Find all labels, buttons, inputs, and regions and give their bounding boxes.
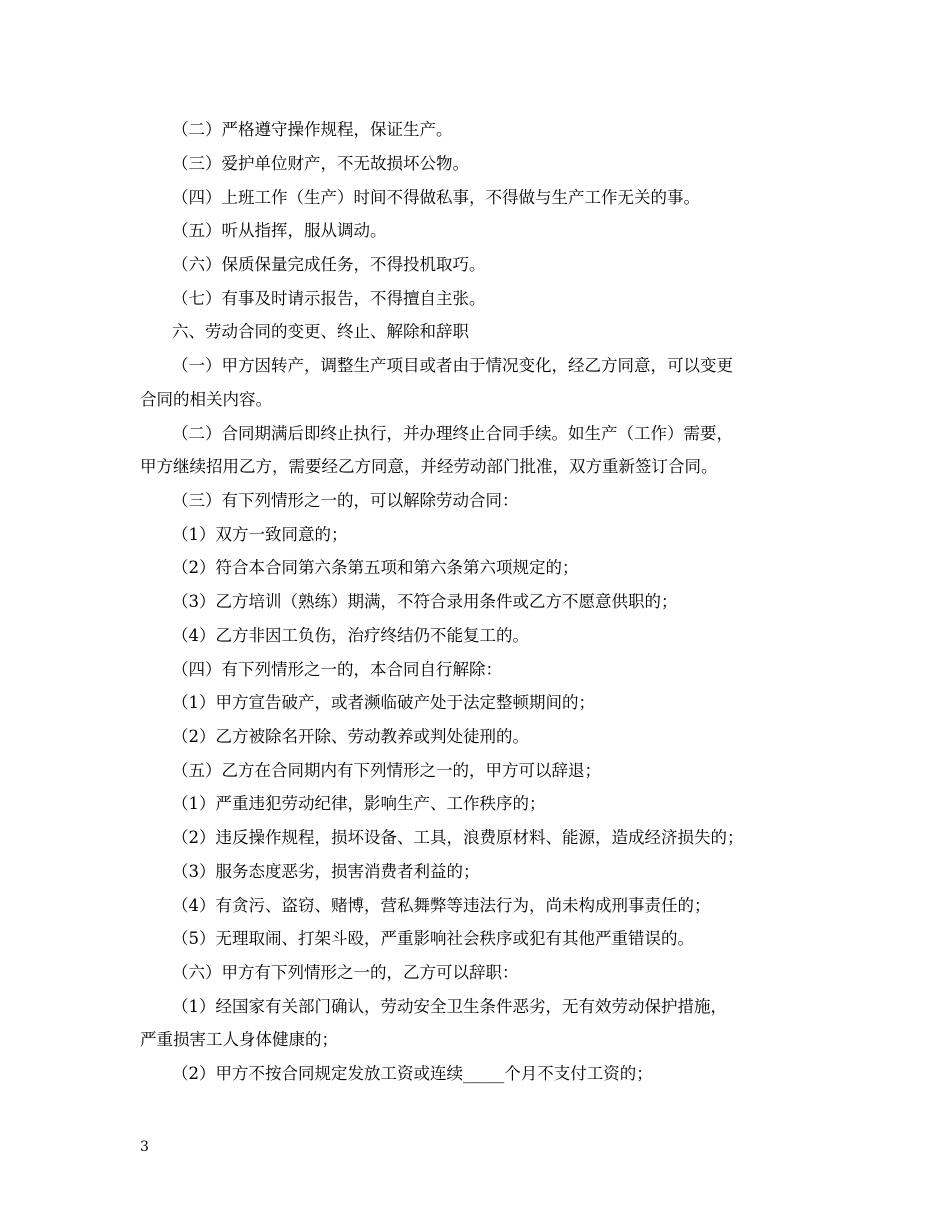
text-line: （二）合同期满后即终止执行，并办理终止合同手续。如生产（工作）需要， [172, 424, 733, 443]
list-item: （1）甲方宣告破产，或者濒临破产处于法定整顿期间的； [172, 693, 595, 712]
text-line: （三）爱护单位财产，不无故损坏公物。 [172, 154, 469, 173]
list-item: （1）双方一致同意的； [172, 525, 348, 544]
list-item: （4）有贪污、盗窃、赌博，营私舞弊等违法行为，尚未构成刑事责任的； [172, 896, 711, 915]
list-item: （2）符合本合同第六条第五项和第六条第六项规定的； [172, 558, 579, 577]
text-line: （六）甲方有下列情形之一的，乙方可以辞职： [172, 963, 519, 982]
list-item: （4）乙方非因工负伤，治疗终结仍不能复工的。 [172, 626, 529, 645]
list-item: （1）经国家有关部门确认，劳动安全卫生条件恶劣，无有效劳动保护措施， [172, 997, 727, 1016]
text-line: （七）有事及时请示报告，不得擅自主张。 [172, 289, 486, 308]
text-line-continuation: 合同的相关内容。 [140, 390, 272, 409]
text-line: （五）听从指挥，服从调动。 [172, 221, 387, 240]
list-item: （2）违反操作规程，损坏设备、工具，浪费原材料、能源，造成经济损失的； [172, 828, 744, 847]
text-line-continuation: 严重损害工人身体健康的； [140, 1030, 338, 1049]
text-line: （五）乙方在合同期内有下列情形之一的，甲方可以辞退； [172, 761, 601, 780]
list-item: （1）严重违犯劳动纪律，影响生产、工作秩序的； [172, 794, 546, 813]
text-line: （六）保质保量完成任务，不得投机取巧。 [172, 255, 486, 274]
list-item: （3）服务态度恶劣，损害消费者利益的； [172, 862, 480, 881]
list-item: （2）乙方被除名开除、劳动教养或判处徒刑的。 [172, 727, 529, 746]
list-item: （2）甲方不按合同规定发放工资或连续_____个月不支付工资的； [172, 1064, 653, 1083]
text-line: （四）有下列情形之一的，本合同自行解除： [172, 660, 502, 679]
page-number: 3 [140, 1139, 149, 1155]
text-line-continuation: 甲方继续招用乙方，需要经乙方同意，并经劳动部门批准，双方重新签订合同。 [140, 457, 718, 476]
list-item: （3）乙方培训（熟练）期满，不符合录用条件或乙方不愿意供职的； [172, 592, 678, 611]
text-line: （一）甲方因转产，调整生产项目或者由于情况变化，经乙方同意，可以变更 [172, 356, 733, 375]
text-line: （三）有下列情形之一的，可以解除劳动合同： [172, 491, 519, 510]
text-line: （二）严格遵守操作规程，保证生产。 [172, 120, 453, 139]
text-line: （四）上班工作（生产）时间不得做私事，不得做与生产工作无关的事。 [172, 188, 700, 207]
list-item: （5）无理取闹、打架斗殴，严重影响社会秩序或犯有其他严重错误的。 [172, 929, 694, 948]
section-heading: 六、劳动合同的变更、终止、解除和辞职 [172, 322, 469, 341]
